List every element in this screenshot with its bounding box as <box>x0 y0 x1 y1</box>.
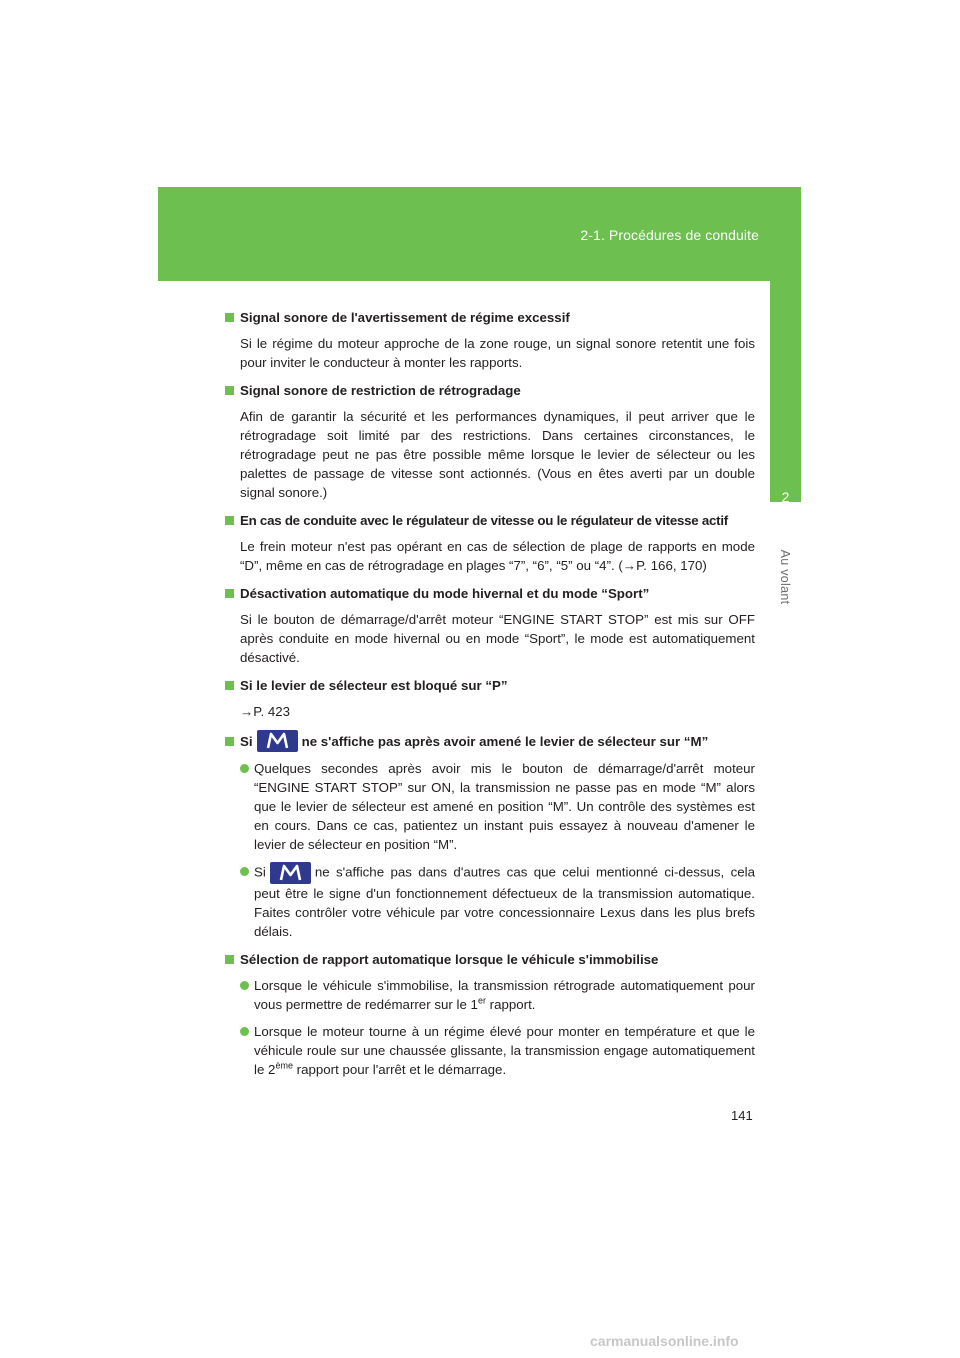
section-heading: Si ne s'affiche pas après avoir amené le levier de sélecteur sur “M” <box>225 730 755 752</box>
section-title: 2-1. Procédures de conduite <box>580 227 759 243</box>
section-heading: Si le levier de sélecteur est bloqué sur “P” <box>225 676 755 695</box>
square-bullet-icon <box>225 955 234 964</box>
page-reference-link[interactable]: →P. 423 <box>240 704 291 719</box>
section-cruise-control <box>225 511 755 575</box>
m-indicator-icon <box>270 862 311 884</box>
section-lever-locked <box>225 676 755 721</box>
bullet-dot-icon <box>240 867 249 876</box>
section-text: Afin de garantir la sécurité et les performances dynamiques, il peut arriver que le rétrogradage soit limité par des restrictions. Dans certaines circonstances, le rétrogradage peut ne pas être possible même lorsque le levier de sélecteur ou les palettes de passage de vitesse sont actionnés. (Vous en êtes averti par un double signal sonore.) <box>240 409 755 500</box>
section-text: Si le régime du moteur approche de la zone rouge, un signal sonore retentit une fois pour inviter le conducteur à monter les rapports. <box>240 336 755 370</box>
bullet-dot-icon <box>240 981 249 990</box>
section-overspeed-buzzer <box>225 308 755 372</box>
header-band <box>158 187 801 281</box>
section-heading: Désactivation automatique du mode hivernal et du mode “Sport” <box>225 584 755 603</box>
page-number: 141 <box>731 1108 753 1123</box>
section-heading: Sélection de rapport automatique lorsque le véhicule s'immobilise <box>225 950 755 969</box>
section-text: Si le bouton de démarrage/d'arrêt moteur “ENGINE START STOP” est mis sur OFF après conduite en mode hivernal ou en mode “Sport”, le mode est automatiquement désactivé. <box>240 612 755 665</box>
m-indicator-icon <box>257 730 298 752</box>
watermark: carmanualsonline.info <box>590 1333 739 1349</box>
square-bullet-icon <box>225 386 234 395</box>
section-auto-gear-selection <box>225 950 755 1079</box>
section-heading: Signal sonore de l'avertissement de régime excessif <box>225 308 755 327</box>
list-item: Quelques secondes après avoir mis le bouton de démarrage/d'arrêt moteur “ENGINE START STOP” sur ON, la transmission ne passe pas en mode “M” alors que le levier de sélecteur est amené en position “M”. Un contrôle des systèmes est en cours. Dans ce cas, patientez un instant puis essayez à nouveau d'amener le levier de sélecteur en position “M”. <box>240 759 755 854</box>
chapter-tab <box>770 281 801 505</box>
chapter-label <box>774 532 796 622</box>
chapter-label-text: Au volant <box>778 549 792 605</box>
list-item: Lorsque le moteur tourne à un régime élevé pour monter en température et que le véhicule roule sur une chaussée glissante, la transmission engage automatiquement le 2ème rapport pour l'arrêt et le démarrage. <box>240 1022 755 1079</box>
square-bullet-icon <box>225 681 234 690</box>
square-bullet-icon <box>225 516 234 525</box>
square-bullet-icon <box>225 737 234 746</box>
list-item: Si ne s'affiche pas dans d'autres cas que celui mentionné ci-dessus, cela peut être le signe d'un fonctionnement défectueux de la transmission automatique. Faites contrôler votre véhicule par votre concessionnaire Lexus dans les plus brefs délais. <box>240 862 755 941</box>
section-text: Le frein moteur n'est pas opérant en cas de sélection de plage de rapports en mode “D”, même en cas de rétrogradage en plages “7”, “6”, “5” ou “4”. (→P. 166, 170) <box>240 539 755 573</box>
list-item: Lorsque le véhicule s'immobilise, la transmission rétrograde automatiquement pour vous permettre de redémarrer sur le 1er rapport. <box>240 976 755 1014</box>
page-content <box>225 308 755 1088</box>
section-heading: En cas de conduite avec le régulateur de vitesse ou le régulateur de vitesse actif <box>225 511 755 530</box>
bullet-dot-icon <box>240 1027 249 1036</box>
chapter-number: 2 <box>781 489 790 505</box>
square-bullet-icon <box>225 589 234 598</box>
section-heading: Signal sonore de restriction de rétrogradage <box>225 381 755 400</box>
section-mode-deactivation <box>225 584 755 667</box>
bullet-dot-icon <box>240 764 249 773</box>
section-m-not-displayed <box>225 730 755 941</box>
square-bullet-icon <box>225 313 234 322</box>
section-downshift-buzzer <box>225 381 755 502</box>
